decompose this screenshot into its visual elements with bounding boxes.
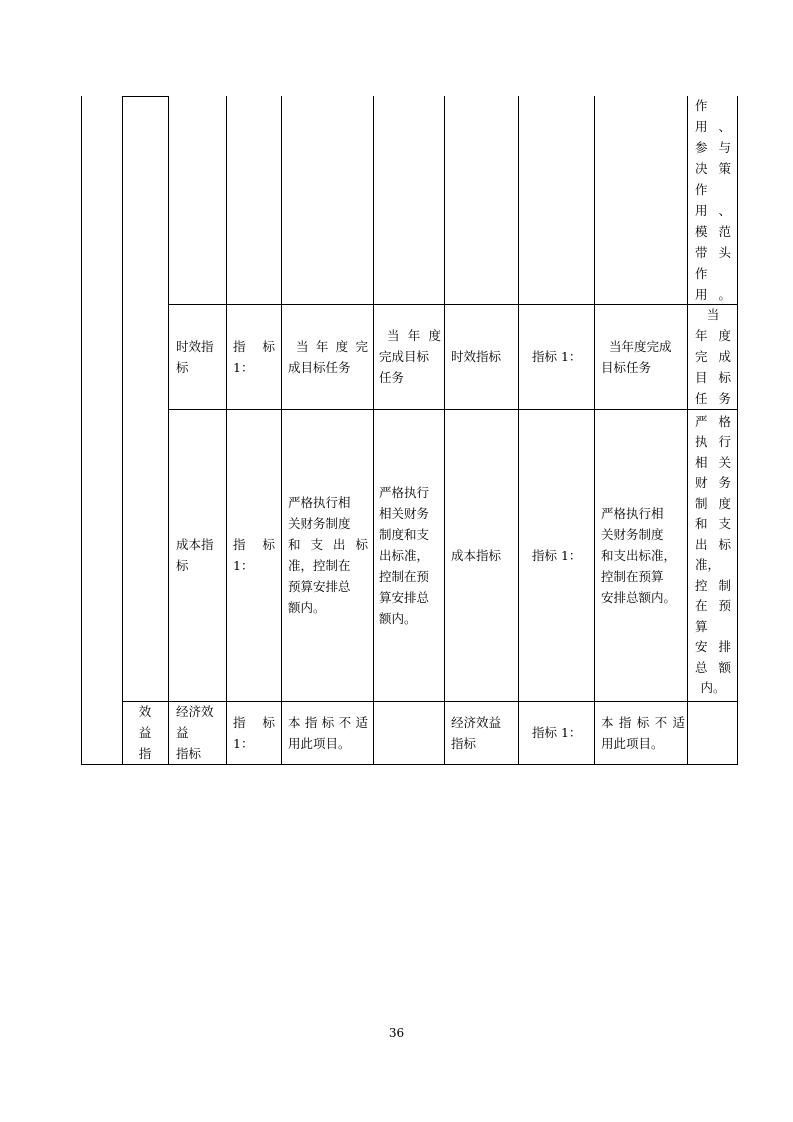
grid-line <box>518 96 519 764</box>
timeliness-target-cell: 当 年 度 完 成目标任务 <box>288 338 368 375</box>
grid-line <box>122 96 168 97</box>
benefit-target2-cell: 本指标不适 用此项目。 <box>601 714 685 751</box>
timeliness-target2-cell: 当年度完成 目标任务 <box>601 338 672 375</box>
timeliness-indicator-cell: 指 标 1： <box>233 338 275 375</box>
benefit-indicator-cell: 指 标 1： <box>233 714 275 751</box>
grid-line <box>122 96 123 764</box>
cost-col9-cell: 严 格 执 行 相 关 财 务 制 度 和 支 出 标 准， 控 制 在 预 算 安 排 总 额 内。 <box>695 413 731 695</box>
cost-target-cell: 严格执行相 关财务制度 和 支 出 标 准，控制在 预算安排总 额内。 <box>288 495 368 615</box>
timeliness-category-cell: 时效指 标 <box>176 338 214 375</box>
grid-line <box>737 96 738 764</box>
timeliness-col9-cell: 当 年 度 完 成 目 标 任务 <box>695 307 731 406</box>
timeliness-category2-cell: 时效指标 <box>451 349 502 364</box>
grid-line <box>81 96 82 764</box>
benefit-level2-cell: 效 益 指 <box>138 704 152 761</box>
cost-target2-cell: 严格执行相 关财务制度 和支出标准， 控制在预算 安排总额内。 <box>601 505 677 605</box>
timeliness-actual-cell: 当 年 度 完成目标 任务 <box>379 328 441 385</box>
benefit-target-cell: 本指标不适 用此项目。 <box>288 714 368 751</box>
benefit-category2-cell: 经济效益 指标 <box>451 714 502 751</box>
page-number: 36 <box>388 1026 405 1040</box>
benefit-indicator2-cell: 指标 1： <box>532 725 582 740</box>
grid-line <box>373 96 374 764</box>
cost-category2-cell: 成本指标 <box>451 547 502 563</box>
grid-line <box>594 96 595 764</box>
timeliness-indicator2-cell: 指标 1： <box>532 349 582 364</box>
grid-line <box>226 96 227 764</box>
cost-actual-cell: 严格执行 相关财务 制度和支 出标准， 控制在预 算安排总 额内。 <box>379 484 430 626</box>
grid-line <box>687 96 688 764</box>
grid-line <box>281 96 282 764</box>
grid-line <box>168 96 169 764</box>
cost-category-cell: 成本指 标 <box>176 537 214 573</box>
cost-indicator-cell: 指 标 1： <box>233 537 275 573</box>
benefit-category-cell: 经济效 益 指标 <box>176 704 214 761</box>
grid-line <box>444 96 445 764</box>
cost-indicator2-cell: 指标 1： <box>532 547 582 563</box>
grid-line <box>81 764 738 765</box>
top-row-col9-cell: 作 用 、 参 与 决 策 作 用 、 模 范 带 头 作 用。 <box>695 98 731 302</box>
